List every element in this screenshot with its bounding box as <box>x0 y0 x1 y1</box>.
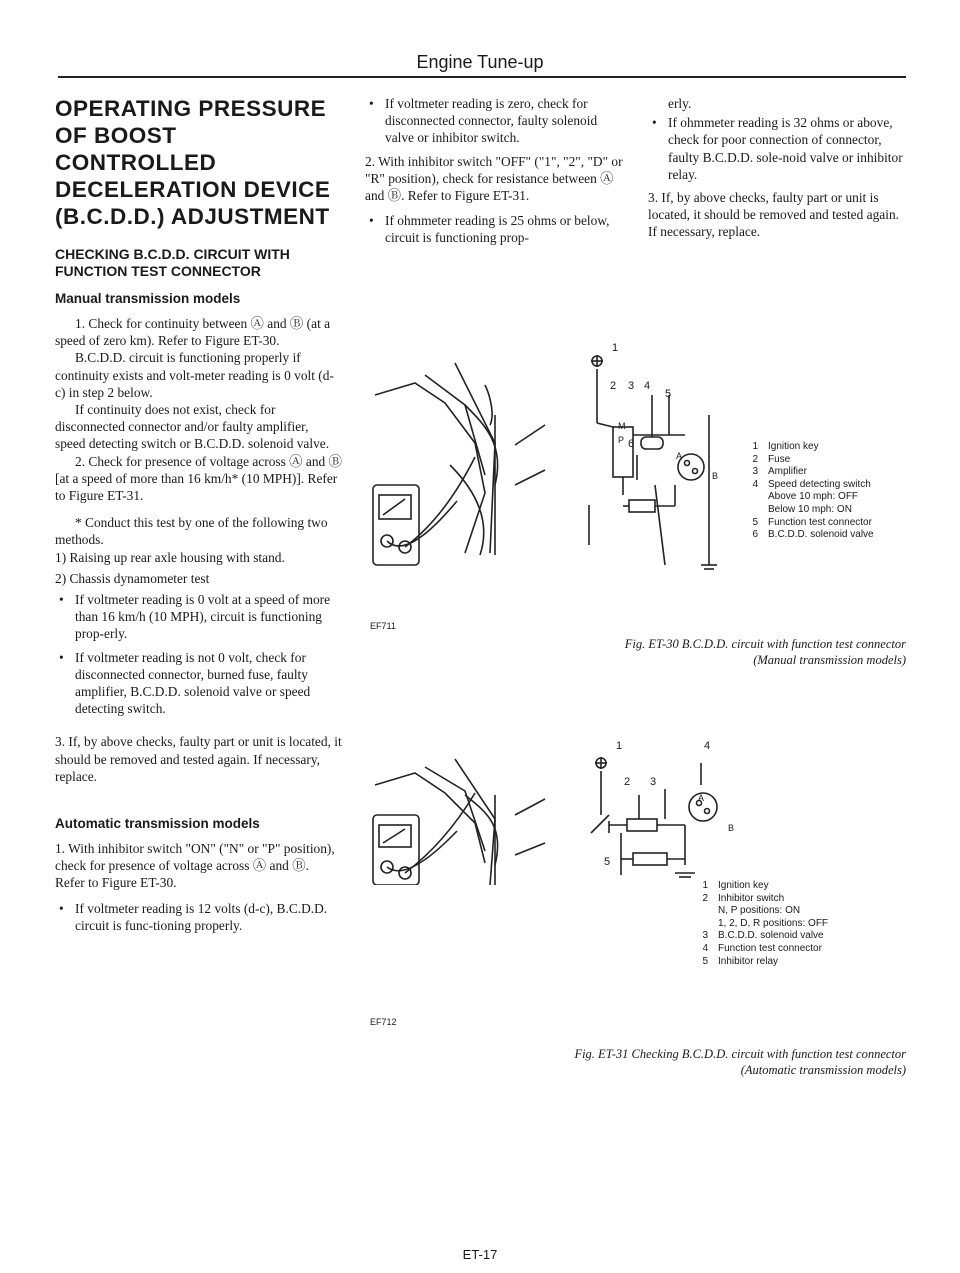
automatic-heading: Automatic transmission models <box>55 816 260 832</box>
legend-text: Fuse <box>768 453 791 465</box>
column-left <box>55 95 342 940</box>
diagram-label: 4 <box>704 740 711 752</box>
legend-item <box>740 504 910 517</box>
paragraph: If continuity does not exist, check for disconnected connector and/or faulty amplifier, speed detecting switch or B.C.D.D. solenoid valve. <box>55 402 330 452</box>
legend-text: Above 10 mph: OFF <box>768 491 859 503</box>
diagram-label: 3 <box>650 776 657 788</box>
method-item: 2) Chassis dynamometer test <box>55 570 210 586</box>
legend-number: 1 <box>752 441 758 452</box>
caption-line: (Automatic transmission models) <box>740 1063 906 1077</box>
legend-text: Ignition key <box>768 441 819 452</box>
legend-number: 4 <box>702 942 708 954</box>
legend-text: Amplifier <box>768 466 807 478</box>
figure-et30-code: EF711 <box>370 621 396 631</box>
legend-text: B.C.D.D. solenoid valve <box>768 529 874 541</box>
legend-text: B.C.D.D. solenoid valve <box>718 930 824 942</box>
caption-line: Fig. ET-30 B.C.D.D. circuit with function test connector <box>624 637 906 651</box>
figure-et30-number-labels <box>590 340 740 480</box>
paragraph: 2. Check for presence of voltage across Ⓐ and Ⓑ [at a speed of more than 16 km/h* (10 MPH)]. Refer to Figure ET-31. <box>55 453 342 504</box>
legend-item <box>690 893 910 906</box>
diagram-label: M <box>618 421 626 431</box>
legend-item <box>740 466 910 479</box>
figure-et31-caption <box>450 1046 906 1078</box>
legend-number: 5 <box>752 516 758 528</box>
legend-item <box>690 905 910 918</box>
paragraph: 1. With inhibitor switch "ON" ("N" or "P" position), check for presence of voltage across Ⓐ and Ⓑ. Refer to Figure ET-30. <box>55 841 335 891</box>
bullet-item: • If voltmeter reading is 12 volts (d-c), B.C.D.D. circuit is func-tioning properly. <box>55 900 342 934</box>
legend-number <box>690 905 718 918</box>
legend-item <box>690 930 910 943</box>
paragraph: 3. If, by above checks, faulty part or unit is located, it should be removed and tested again. If necessary, replace. <box>55 734 342 784</box>
caption-line: Fig. ET-31 Checking B.C.D.D. circuit with function test connector <box>574 1047 906 1061</box>
legend-item <box>690 956 910 969</box>
bullet-item: • If ohmmeter reading is 32 ohms or above, check for poor connection of connector, faulty B.C.D.D. sole-noid valve or inhibitor relay. <box>648 114 910 183</box>
bullet-item: • If voltmeter reading is not 0 volt, check for disconnected connector, burned fuse, faulty amplifier, B.C.D.D. solenoid valve or speed detecting switch. <box>55 649 342 718</box>
legend-item <box>740 491 910 504</box>
paragraph: 3. If, by above checks, faulty part or unit is located, it should be removed and tested again. If necessary, replace. <box>648 190 899 240</box>
figure-et30-legend <box>740 441 910 542</box>
paragraph: 2. With inhibitor switch "OFF" ("1", "2", "D" or "R" position), check for resistance between Ⓐ and Ⓑ. Refer to Figure ET-31. <box>365 153 623 204</box>
legend-item <box>740 529 910 542</box>
legend-text: Below 10 mph: ON <box>768 503 852 515</box>
legend-text: Speed detecting switch <box>768 478 871 490</box>
legend-number <box>690 918 718 931</box>
legend-item <box>740 454 910 467</box>
diagram-label: B <box>728 823 735 833</box>
legend-number: 6 <box>752 529 758 541</box>
diagram-label: 5 <box>604 856 611 868</box>
page-number: ET-17 <box>462 1247 498 1262</box>
legend-item <box>690 943 910 956</box>
legend-text: Inhibitor relay <box>718 955 779 967</box>
diagram-label: 1 <box>616 740 623 752</box>
legend-text: Function test connector <box>718 942 822 954</box>
legend-number <box>740 504 768 517</box>
diagram-label: 3 <box>628 380 635 392</box>
method-item: 1) Raising up rear axle housing with stand. <box>55 549 285 565</box>
diagram-label: A <box>676 451 683 461</box>
legend-text: Ignition key <box>718 880 769 891</box>
diagram-label: 1 <box>612 342 619 354</box>
legend-number: 3 <box>752 466 758 478</box>
diagram-label: 4 <box>644 380 651 392</box>
paragraph: 1. Check for continuity between Ⓐ and Ⓑ (at a speed of zero km). Refer to Figure ET-30. <box>55 316 331 349</box>
caption-line: (Manual transmission models) <box>753 653 906 667</box>
diagram-label: P <box>618 435 625 445</box>
manual-heading: Manual transmission models <box>55 291 241 306</box>
header-rule <box>58 76 906 78</box>
column-middle <box>365 95 627 253</box>
bullet-item: • If voltmeter reading is 0 volt at a speed of more than 16 km/h (10 MPH), circuit is functioning prop-erly. <box>55 591 342 643</box>
section-title: OPERATING PRESSURE OF BOOST CONTROLLED DECELERATION DEVICE (B.C.D.D.) ADJUSTMENT <box>55 96 331 229</box>
legend-item <box>690 880 910 893</box>
diagram-label: 5 <box>665 388 672 400</box>
paragraph: erly. <box>668 96 692 111</box>
legend-number: 4 <box>752 478 758 490</box>
column-right <box>648 95 910 249</box>
paragraph: B.C.D.D. circuit is functioning properly if continuity exists and volt-meter reading is 0 volt (d-c) in step 2 below. <box>55 350 334 400</box>
legend-text: N, P positions: ON <box>718 905 801 917</box>
bullet-item: • If voltmeter reading is zero, check for disconnected connector, faulty solenoid valve or inhibitor switch. <box>365 95 627 147</box>
legend-text: 1, 2, D, R positions: OFF <box>718 917 829 929</box>
legend-number: 3 <box>702 930 708 942</box>
diagram-label: 6 <box>628 438 635 450</box>
legend-number: 2 <box>702 892 708 904</box>
figure-et31-code: EF712 <box>370 1017 397 1027</box>
legend-item <box>740 479 910 492</box>
legend-number: 2 <box>752 453 758 465</box>
legend-item <box>740 441 910 454</box>
page-header: Engine Tune-up <box>416 52 544 72</box>
legend-item <box>690 918 910 931</box>
figure-et31-number-labels <box>590 738 750 878</box>
diagram-label: 2 <box>624 776 631 788</box>
bullet-item: • If ohmmeter reading is 25 ohms or below, circuit is functioning prop- <box>365 212 627 246</box>
legend-item <box>740 517 910 530</box>
legend-text: Inhibitor switch <box>718 892 785 904</box>
legend-number: 5 <box>702 955 708 967</box>
figure-et31-legend <box>690 880 910 968</box>
figure-et30-caption <box>570 636 906 668</box>
subsection-heading: CHECKING B.C.D.D. CIRCUIT WITH FUNCTION TEST CONNECTOR <box>55 246 290 279</box>
diagram-label: 2 <box>610 380 617 392</box>
legend-number <box>740 491 768 504</box>
legend-text: Function test connector <box>768 516 872 528</box>
diagram-label: A <box>698 793 705 803</box>
legend-number: 1 <box>702 880 708 891</box>
paragraph: * Conduct this test by one of the following two methods. <box>55 515 328 548</box>
diagram-label: B <box>712 471 719 481</box>
